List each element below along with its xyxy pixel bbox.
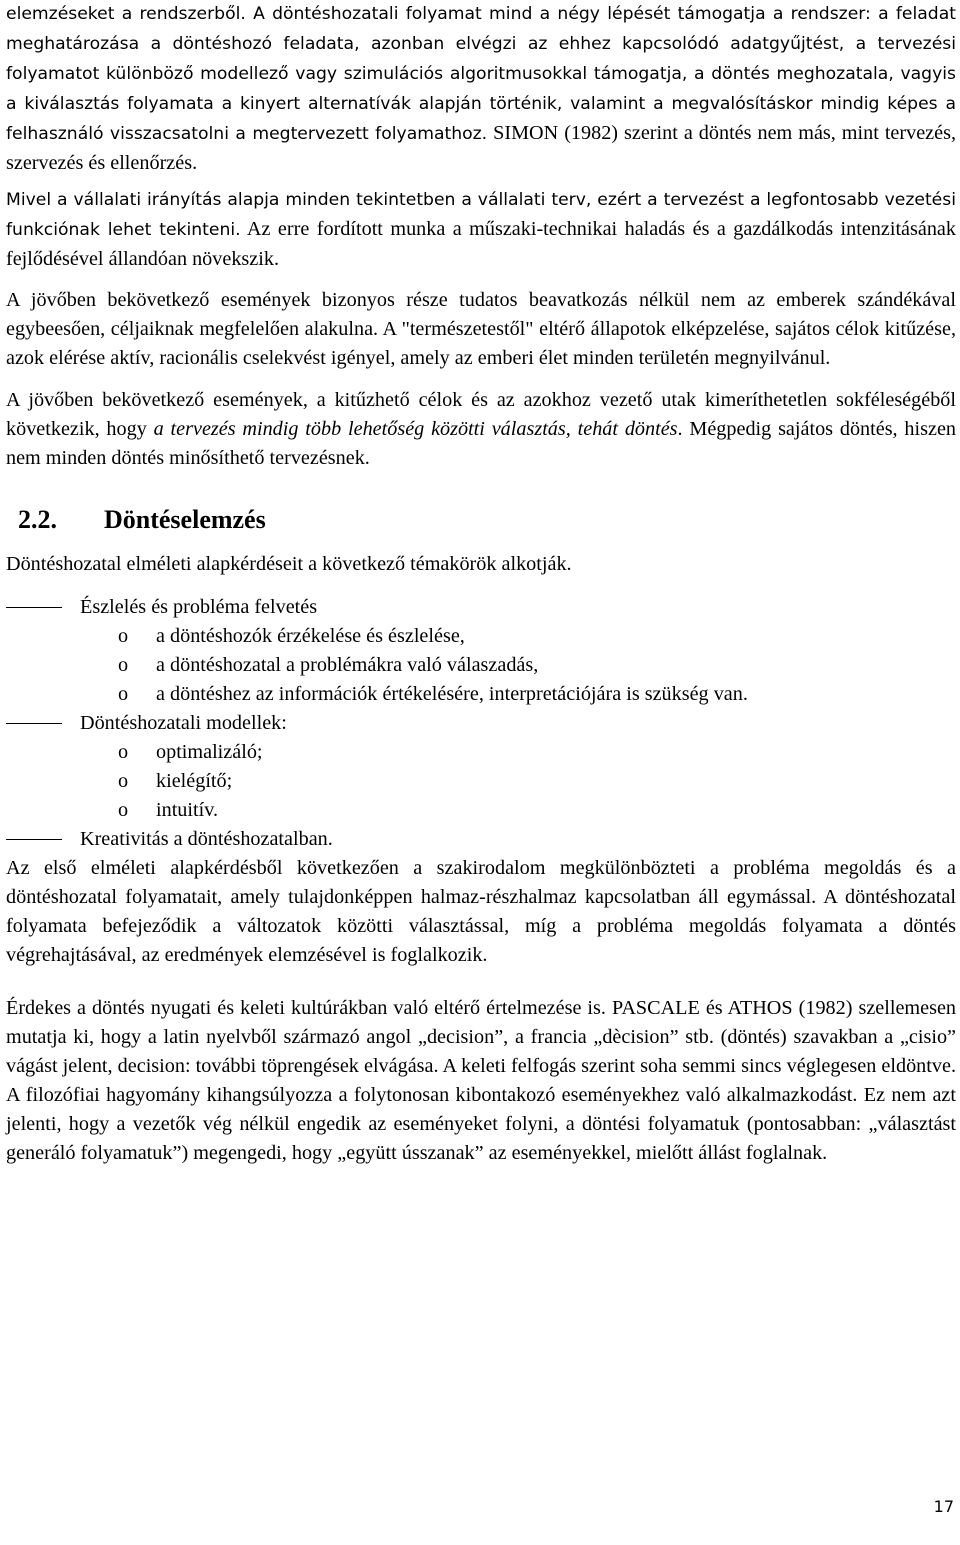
sub-list-item-label: a döntéshozók érzékelése és észlelése, xyxy=(156,625,465,647)
emphasis-text: a tervezés mindig több lehetőség közötti választás, tehát döntés xyxy=(153,418,678,440)
paragraph-future-events: A jövőben bekövetkező események bizonyos része tudatos beavatkozás nélkül nem az emberek szándékával egybeesően, céljaiknak megfelelően alakulna. A "természetestől" eltérő állapotok elképzelése, sajátos célok kitűzése, azok elérése aktív, racionális cselekvést igényel, amely az emberi élet minden területén megnyilvánul. xyxy=(6,289,956,369)
sub-list xyxy=(80,622,956,709)
paragraph-decision-support xyxy=(6,0,956,178)
sub-list-item-label: a döntéshez az információk értékelésére, interpretációjára is szükség van. xyxy=(156,683,748,705)
paragraph-planning xyxy=(6,186,956,275)
circle-bullet: o xyxy=(118,625,129,647)
list-item xyxy=(6,825,956,854)
list-item xyxy=(6,593,956,709)
paragraph-text: Az erre fordított munka a műszaki-technikai haladás és a gazdálkodás intenzitásának fejlődésével állandóan növekszik. xyxy=(6,218,956,270)
circle-bullet: o xyxy=(118,683,129,705)
sub-list-item xyxy=(6,622,956,651)
sub-list-item xyxy=(6,651,956,680)
sub-list-item-label: intuitív. xyxy=(156,799,219,821)
list-item-label: Észlelés és probléma felvetés xyxy=(80,596,318,618)
sub-list-item xyxy=(6,680,956,709)
paragraph-future-choice xyxy=(6,386,956,473)
topic-list xyxy=(6,593,956,854)
circle-bullet: o xyxy=(118,799,129,821)
paragraph-text: elemzéseket a rendszerből. A döntéshozatali folyamat mind a négy lépését támogatja a rendszer: a feladat meghatározása a döntéshozó feladata, azonban elvégzi az ehhez kapcsolódó adatgyűjtést, a tervezési folyamatot különböző modellező vagy szimulációs algoritmusokkal támogatja, a döntés meghozatala, vagyis a kiválasztás folyamata a kinyert alternatívák alapján történik, valamint a megvalósításkor mindig képes a felhasználó visszacsatolni a megtervezett folyamathoz. xyxy=(6,4,956,144)
section-title: Döntéselemzés xyxy=(104,505,266,534)
dash-bullet xyxy=(6,839,62,840)
paragraph-text: SIMON (1982) szerint a döntés nem más, mint tervezés, szervezés és ellenőrzés. xyxy=(6,122,956,174)
sub-list-item-label: kielégítő; xyxy=(156,770,233,792)
paragraph-problem-solving: Az első elméleti alapkérdésből következően a szakirodalom megkülönbözteti a probléma megoldás és a döntéshozatal folyamatait, amely tulajdonképpen halmaz-részhalmaz kapcsolatban áll egymással. A döntéshozatal folyamata befejeződik a változatok közötti választással, míg a probléma megoldás folyamata a döntés végrehajtásával, az eredmények elemzésével is foglalkozik. xyxy=(6,857,956,966)
sub-list-item xyxy=(6,738,956,767)
page-number: 17 xyxy=(933,1497,954,1516)
paragraph-text: . Mégpedig sajátos döntés, hiszen nem minden döntés minősíthető tervezésnek. xyxy=(6,418,956,469)
circle-bullet: o xyxy=(118,654,129,676)
paragraph-text: A jövőben bekövetkező események, a kitűzhető célok és az azokhoz vezető utak kimeríthetetlen sokféleségéből következik, hogy xyxy=(6,389,956,440)
circle-bullet: o xyxy=(118,741,129,763)
document-page xyxy=(6,0,956,1168)
paragraph-east-west: Érdekes a döntés nyugati és keleti kultúrákban való eltérő értelmezése is. PASCALE és ATHOS (1982) szellemesen mutatja ki, hogy a latin nyelvből származó angol „decision”, a francia „dècision” stb. (döntés) szavakban a „cisio” vágást jelent, decision: további töprengések elvágása. A keleti felfogás szerint soha semmi sincs véglegesen eldöntve. A filozófiai hagyomány kihangsúlyozza a folytonosan kibontakozó eseményekhez való alkalmazkodást. Ez nem azt jelenti, hogy a vezetők vég nélkül engedik az eseményeket folyni, a döntési folyamatuk (pontosabban: „választást generáló folyamatuk”) megengedi, hogy „együtt ússzanak” az eseményekkel, mielőtt állást foglalnak. xyxy=(6,997,956,1164)
list-item-label: Döntéshozatali modellek: xyxy=(80,712,287,734)
list-item-label: Kreativitás a döntéshozatalban. xyxy=(80,828,333,850)
sub-list xyxy=(80,738,956,825)
sub-list-item-label: a döntéshozatal a problémákra való válaszadás, xyxy=(156,654,539,676)
section-number: 2.2. xyxy=(18,505,57,534)
sub-list-item xyxy=(6,767,956,796)
sub-list-item xyxy=(6,796,956,825)
list-item xyxy=(6,709,956,825)
dash-bullet xyxy=(6,607,62,608)
paragraph-text: Mivel a vállalati irányítás alapja minden tekintetben a vállalati terv, ezért a tervezést a legfontosabb vezetési funkciónak lehet tekinteni. xyxy=(6,190,956,240)
section-heading xyxy=(6,503,956,537)
paragraph-topics-intro: Döntéshozatal elméleti alapkérdéseit a következő témakörök alkotják. xyxy=(6,553,572,575)
sub-list-item-label: optimalizáló; xyxy=(156,741,263,763)
circle-bullet: o xyxy=(118,770,129,792)
dash-bullet xyxy=(6,723,62,724)
